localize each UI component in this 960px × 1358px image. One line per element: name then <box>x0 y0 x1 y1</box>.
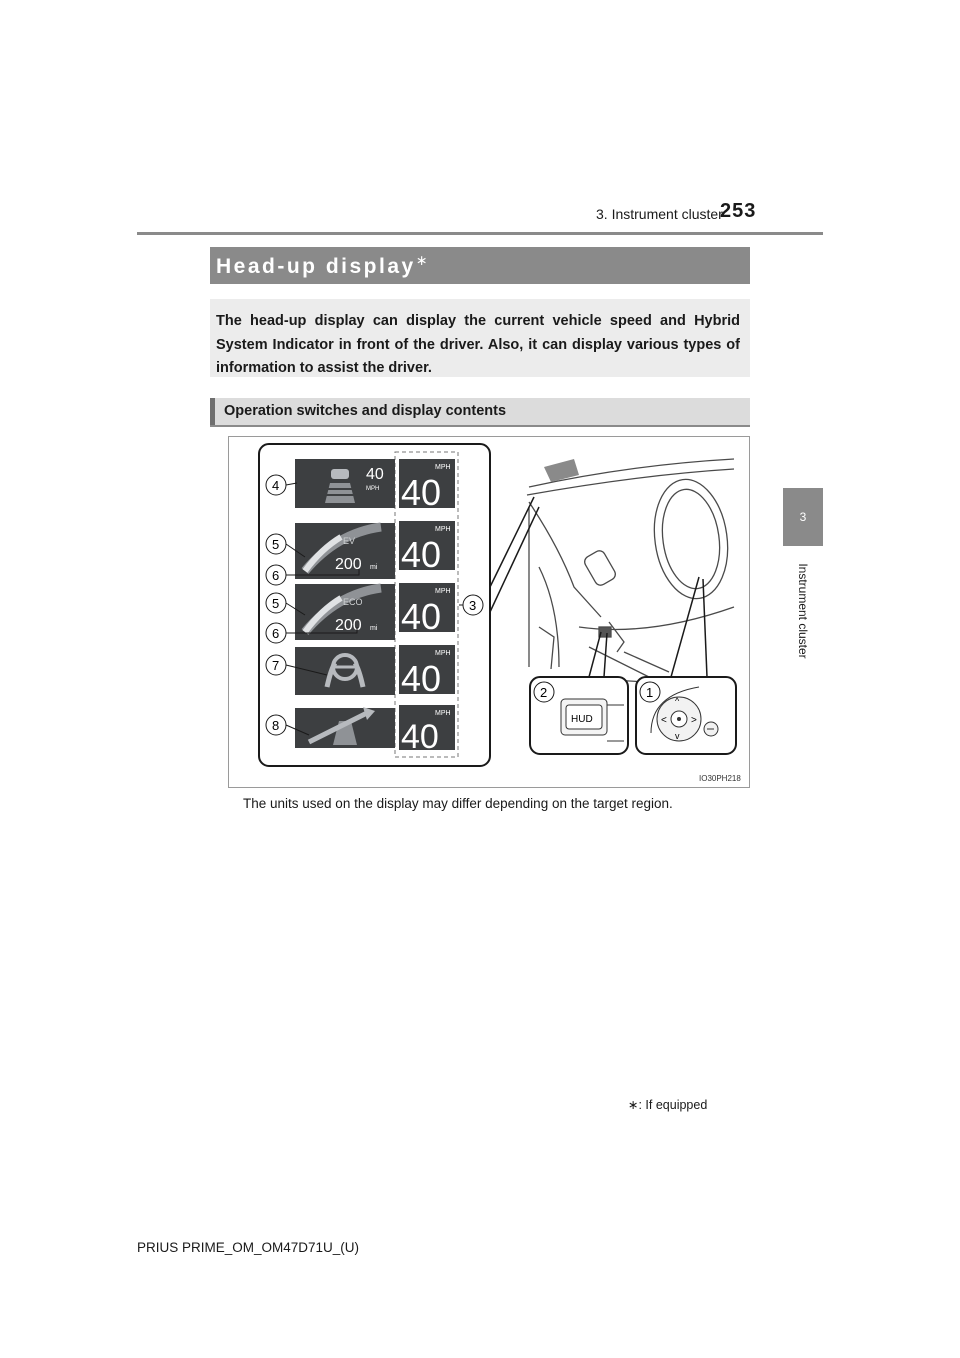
set-speed-value: 40 <box>366 466 384 483</box>
callout-6a <box>266 565 286 585</box>
callout-5b-num: 5 <box>272 596 280 611</box>
intro-box <box>210 299 750 377</box>
subheading: Operation switches and display contents <box>224 403 507 419</box>
callout-5b <box>266 593 286 613</box>
hud-row-ev <box>295 523 395 579</box>
page-number: 253 <box>720 200 757 222</box>
callout-3 <box>463 595 483 615</box>
footnote-marker: ∗ <box>628 1098 639 1112</box>
speed-unit-5: MPH <box>435 710 451 717</box>
dashboard-illustration <box>527 459 735 687</box>
speed-value-2: 40 <box>401 534 442 575</box>
speed-panel-1 <box>399 459 455 513</box>
intro-text: The head-up display can display the current vehicle speed and Hybrid System Indicator in front of the driver. Also, it can display various types of information to assist the driver. <box>216 313 740 376</box>
hud-illustration <box>229 437 749 787</box>
right-arrow-icon: > <box>691 715 697 726</box>
speed-panel-4 <box>399 645 455 699</box>
callout-5a-num: 5 <box>272 537 280 552</box>
hud-row-navigation <box>295 707 395 748</box>
range-value-eco: 200 <box>335 617 362 634</box>
speed-panel-2 <box>399 521 455 575</box>
callout-6b-num: 6 <box>272 626 280 641</box>
car-icon <box>331 469 349 479</box>
units-note: The units used on the display may differ depending on the target region. <box>243 796 673 811</box>
header-rule <box>137 232 823 235</box>
callout-6a-num: 6 <box>272 568 280 583</box>
speed-value-4: 40 <box>401 658 442 699</box>
speed-unit-3: MPH <box>435 588 451 595</box>
hud-figure <box>228 436 750 788</box>
callout-3-num: 3 <box>469 598 477 613</box>
callout-8 <box>266 715 286 735</box>
speed-unit-2: MPH <box>435 526 451 533</box>
speed-panel-3 <box>399 583 455 637</box>
equipped-marker: ∗ <box>415 252 428 268</box>
chapter-tab-number: 3 <box>783 488 823 546</box>
callout-1-num: 1 <box>646 685 654 700</box>
manual-id: PRIUS PRIME_OM_OM47D71U_(U) <box>137 1240 360 1255</box>
footnote-text: : If equipped <box>638 1098 708 1112</box>
up-arrow-icon: ^ <box>675 696 680 706</box>
page-title-bar <box>210 247 750 284</box>
speed-value-3: 40 <box>401 596 442 637</box>
callout-2-num: 2 <box>540 685 548 700</box>
range-value: 200 <box>335 556 362 573</box>
callout-6b <box>266 623 286 643</box>
set-speed-unit: MPH <box>366 486 380 492</box>
figure-code: IO30PH218 <box>699 774 741 783</box>
callout-7-num: 7 <box>272 658 280 673</box>
callout-8-num: 8 <box>272 718 280 733</box>
mode-eco-label: ECO <box>343 597 363 607</box>
callout-5a <box>266 534 286 554</box>
inset-steering-switch <box>636 677 736 754</box>
callout-4 <box>266 475 286 495</box>
range-unit: mi <box>370 564 378 571</box>
callout-7 <box>266 655 286 675</box>
left-arrow-icon: < <box>661 715 667 726</box>
inset-hud-switch <box>530 677 628 754</box>
hud-row-eco <box>295 584 395 640</box>
speed-panel-5 <box>399 705 455 756</box>
page-title-text: Head-up display <box>216 255 416 278</box>
range-unit-eco: mi <box>370 625 378 632</box>
speed-unit-4: MPH <box>435 650 451 657</box>
speed-value: 40 <box>401 472 442 513</box>
speed-value-5: 40 <box>401 718 439 756</box>
chapter-tab-label-text: Instrument cluster <box>796 562 810 659</box>
callout-4-num: 4 <box>272 478 280 493</box>
page-title <box>216 252 427 279</box>
hud-button-label: HUD <box>571 714 593 725</box>
down-arrow-icon: v <box>675 731 680 741</box>
subheading-bar <box>210 398 750 427</box>
speed-unit: MPH <box>435 464 451 471</box>
hud-row-distance <box>295 459 395 508</box>
mode-ev-label: EV <box>343 536 356 546</box>
section-title: 3. Instrument cluster <box>596 206 723 222</box>
chapter-tab-label <box>783 548 823 673</box>
footnote <box>628 1097 707 1112</box>
